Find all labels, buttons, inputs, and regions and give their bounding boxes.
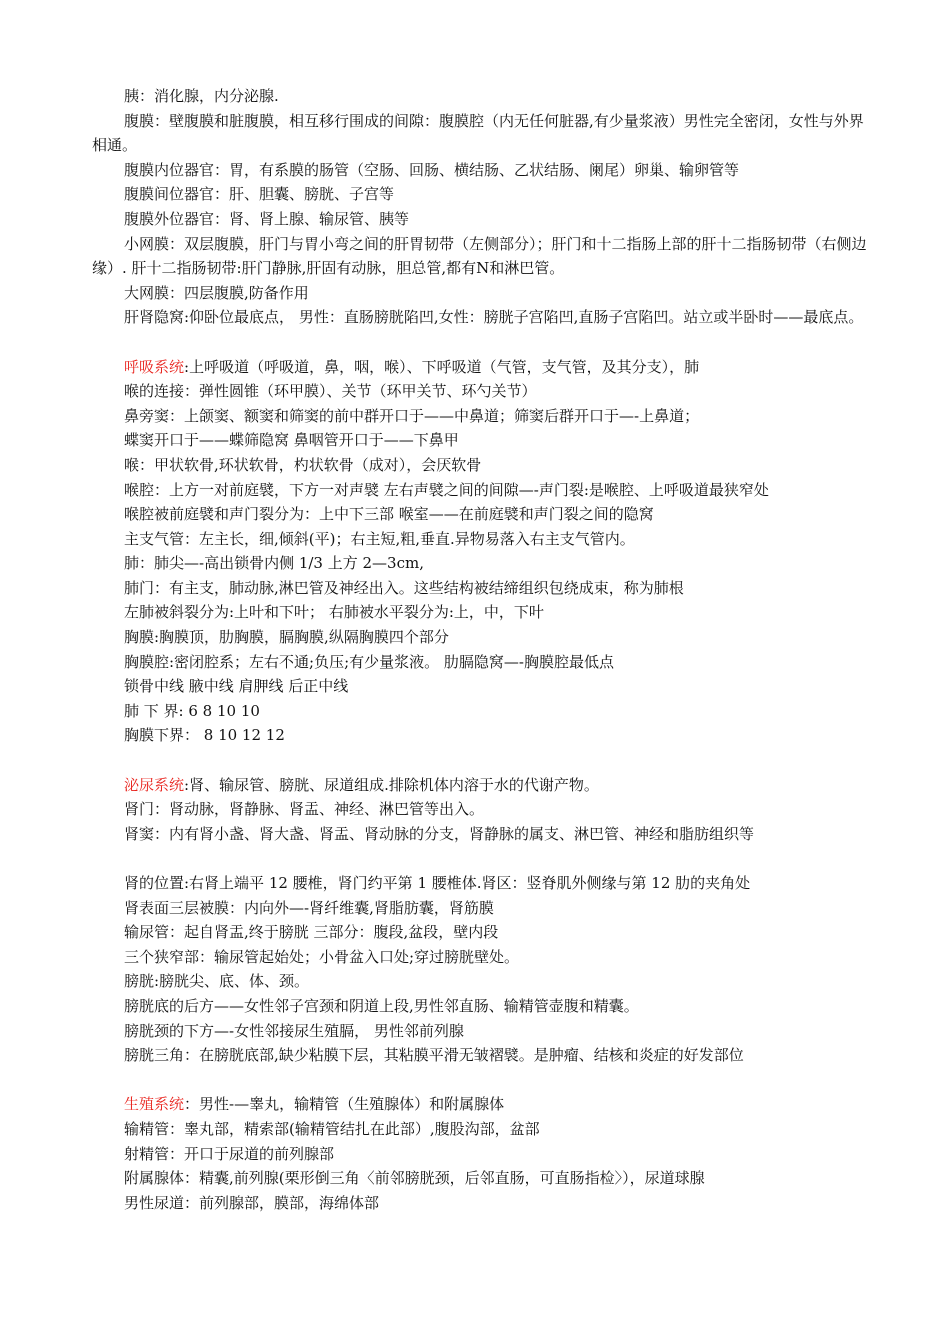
paragraph-kidney-coverings: 肾表面三层被膜：内向外—-肾纤维囊,肾脂肪囊，肾筋膜	[124, 898, 494, 917]
paragraph-kidney-position: 肾的位置:右肾上端平 12 腰椎，肾门约平第 1 腰椎体.肾区：竖脊肌外侧缘与第 12 肋的夹角处	[124, 874, 751, 892]
section-spacer	[92, 846, 872, 871]
paragraph-hepatorenal-recess: 肝肾隐窝:仰卧位最底点， 男性：直肠膀胱陷凹,女性：膀胱子宫陷凹,直肠子宫陷凹。站立或半卧时——最底点。	[124, 308, 864, 327]
heading-label-urinary: 泌尿系统	[124, 775, 185, 794]
section-heading-respiratory	[92, 355, 872, 380]
heading-text-respiratory: :上呼吸道（呼吸道，鼻，咽，喉）、下呼吸道（气管，支气管，及其分支），肺	[184, 357, 700, 376]
paragraph-larynx-cartilages: 喉：甲状软骨,环状软骨，杓状软骨（成对），会厌软骨	[124, 455, 482, 474]
paragraph-greater-omentum: 大网膜：四层腹膜,防备作用	[124, 283, 309, 302]
section-spacer	[92, 1068, 872, 1093]
document-body	[92, 84, 872, 1215]
section-spacer	[92, 748, 872, 773]
paragraph-lesser-omentum: 小网膜：双层腹膜，肝门与胃小弯之间的肝胃韧带（左侧部分）；肝门和十二指肠上部的肝十二指肠韧带（右侧边缘）. 肝十二指肠韧带:肝门静脉,肝固有动脉，胆总管,都有N和淋巴管。	[92, 234, 867, 278]
paragraph-lung-apex: 肺：肺尖—-高出锁骨内侧 1/3 上方 2—3cm,	[124, 554, 424, 573]
paragraph-laryngeal-divisions: 喉腔被前庭襞和声门裂分为：上中下三部 喉室——在前庭襞和声门裂之间的隐窝	[124, 505, 654, 524]
paragraph-intraperitoneal-organs: 腹膜内位器官：胃，有系膜的肠管（空肠、回肠、横结肠、乙状结肠、阑尾）卵巢、输卵管等	[124, 160, 740, 179]
paragraph-pleura-lower-border: 胸膜下界： 8 10 12 12	[124, 726, 285, 745]
paragraph-bladder-neck: 膀胱颈的下方—-女性邻接尿生殖膈， 男性邻前列腺	[124, 1021, 464, 1040]
heading-label-respiratory: 呼吸系统	[124, 357, 185, 376]
paragraph-ejaculatory-duct: 射精管：开口于尿道的前列腺部	[124, 1144, 335, 1163]
paragraph-pleura: 胸膜:胸膜顶，肋胸膜，膈胸膜,纵隔胸膜四个部分	[124, 628, 449, 647]
paragraph-retroperitoneal-organs: 腹膜外位器官：肾、肾上腺、输尿管、胰等	[124, 209, 410, 228]
paragraph-main-bronchi: 主支气管：左主长，细,倾斜(平)；右主短,粗,垂直.异物易落入右主支气管内。	[124, 529, 635, 548]
paragraph-bladder-trigone: 膀胱三角：在膀胱底部,缺少粘膜下层，其粘膜平滑无皱褶襞。是肿瘤、结核和炎症的好发部位	[124, 1046, 744, 1065]
paragraph-ureter: 输尿管：起自肾盂,终于膀胱 三部分：腹段,盆段，壁内段	[124, 923, 499, 942]
paragraph-renal-hilum: 肾门：肾动脉，肾静脉、肾盂、神经、淋巴管等出入。	[124, 800, 485, 819]
paragraph-renal-sinus: 肾窦：内有肾小盏、肾大盏、肾盂、肾动脉的分支，肾静脉的属支、淋巴管、神经和脂肪组织等	[124, 824, 755, 843]
paragraph-reference-lines: 锁骨中线 腋中线 肩胛线 后正中线	[124, 677, 349, 696]
paragraph-lung-lobes: 左肺被斜裂分为:上叶和下叶； 右肺被水平裂分为:上，中，下叶	[124, 603, 544, 622]
paragraph-sphenoid-sinus: 蝶窦开口于——蝶筛隐窝 鼻咽管开口于——下鼻甲	[124, 431, 459, 450]
paragraph-lung-hilum: 肺门：有主支，肺动脉,淋巴管及神经出入。这些结构被结缔组织包绕成束，称为肺根	[124, 578, 684, 597]
paragraph-paranasal-sinuses: 鼻旁窦：上颌窦、额窦和筛窦的前中群开口于——中鼻道；筛窦后群开口于—-上鼻道；	[124, 406, 700, 425]
paragraph-vas-deferens: 输精管：睾丸部，精索部(输精管结扎在此部）,腹股沟部，盆部	[124, 1119, 540, 1138]
section-heading-urinary	[92, 773, 872, 798]
paragraph-pancreas: 胰：消化腺，内分泌腺.	[124, 87, 279, 105]
heading-text-reproductive: ：男性-—睾丸，输精管（生殖腺体）和附属腺体	[184, 1095, 505, 1114]
heading-text-urinary: :肾、输尿管、膀胱、尿道组成.排除机体内溶于水的代谢产物。	[184, 775, 599, 794]
paragraph-peritoneum: 腹膜：壁腹膜和脏腹膜，相互移行围成的间隙：腹膜腔（内无任何脏器,有少量浆液）男性完全密闭，女性与外界相通。	[92, 111, 864, 155]
paragraph-bladder-fundus: 膀胱底的后方——女性邻子宫颈和阴道上段,男性邻直肠、输精管壶腹和精囊。	[124, 996, 639, 1015]
section-spacer	[92, 330, 872, 355]
paragraph-lung-lower-border: 肺 下 界: 6 8 10 10	[124, 701, 260, 720]
paragraph-pleural-cavity: 胸膜腔:密闭腔系；左右不通;负压;有少量浆液。 肋膈隐窝—-胸膜腔最低点	[124, 652, 615, 671]
paragraph-laryngeal-cavity: 喉腔：上方一对前庭襞，下方一对声襞 左右声襞之间的间隙—-声门裂:是喉腔、上呼吸道最狭窄处	[124, 480, 769, 499]
section-heading-reproductive	[92, 1092, 872, 1117]
paragraph-bladder: 膀胱:膀胱尖、底、体、颈。	[124, 972, 310, 991]
paragraph-larynx-connections: 喉的连接：弹性圆锥（环甲膜）、关节（环甲关节、环勺关节）	[124, 382, 537, 401]
paragraph-accessory-glands: 附属腺体：精囊,前列腺(栗形倒三角〈前邻膀胱颈，后邻直肠，可直肠指检〉），尿道球腺	[124, 1169, 705, 1188]
paragraph-interperitoneal-organs: 腹膜间位器官：肝、胆囊、膀胱、子宫等	[124, 185, 395, 204]
paragraph-ureter-narrowings: 三个狭窄部：输尿管起始处；小骨盆入口处;穿过膀胱壁处。	[124, 947, 520, 966]
heading-label-reproductive: 生殖系统	[124, 1095, 185, 1114]
paragraph-male-urethra: 男性尿道：前列腺部，膜部，海绵体部	[124, 1193, 380, 1212]
